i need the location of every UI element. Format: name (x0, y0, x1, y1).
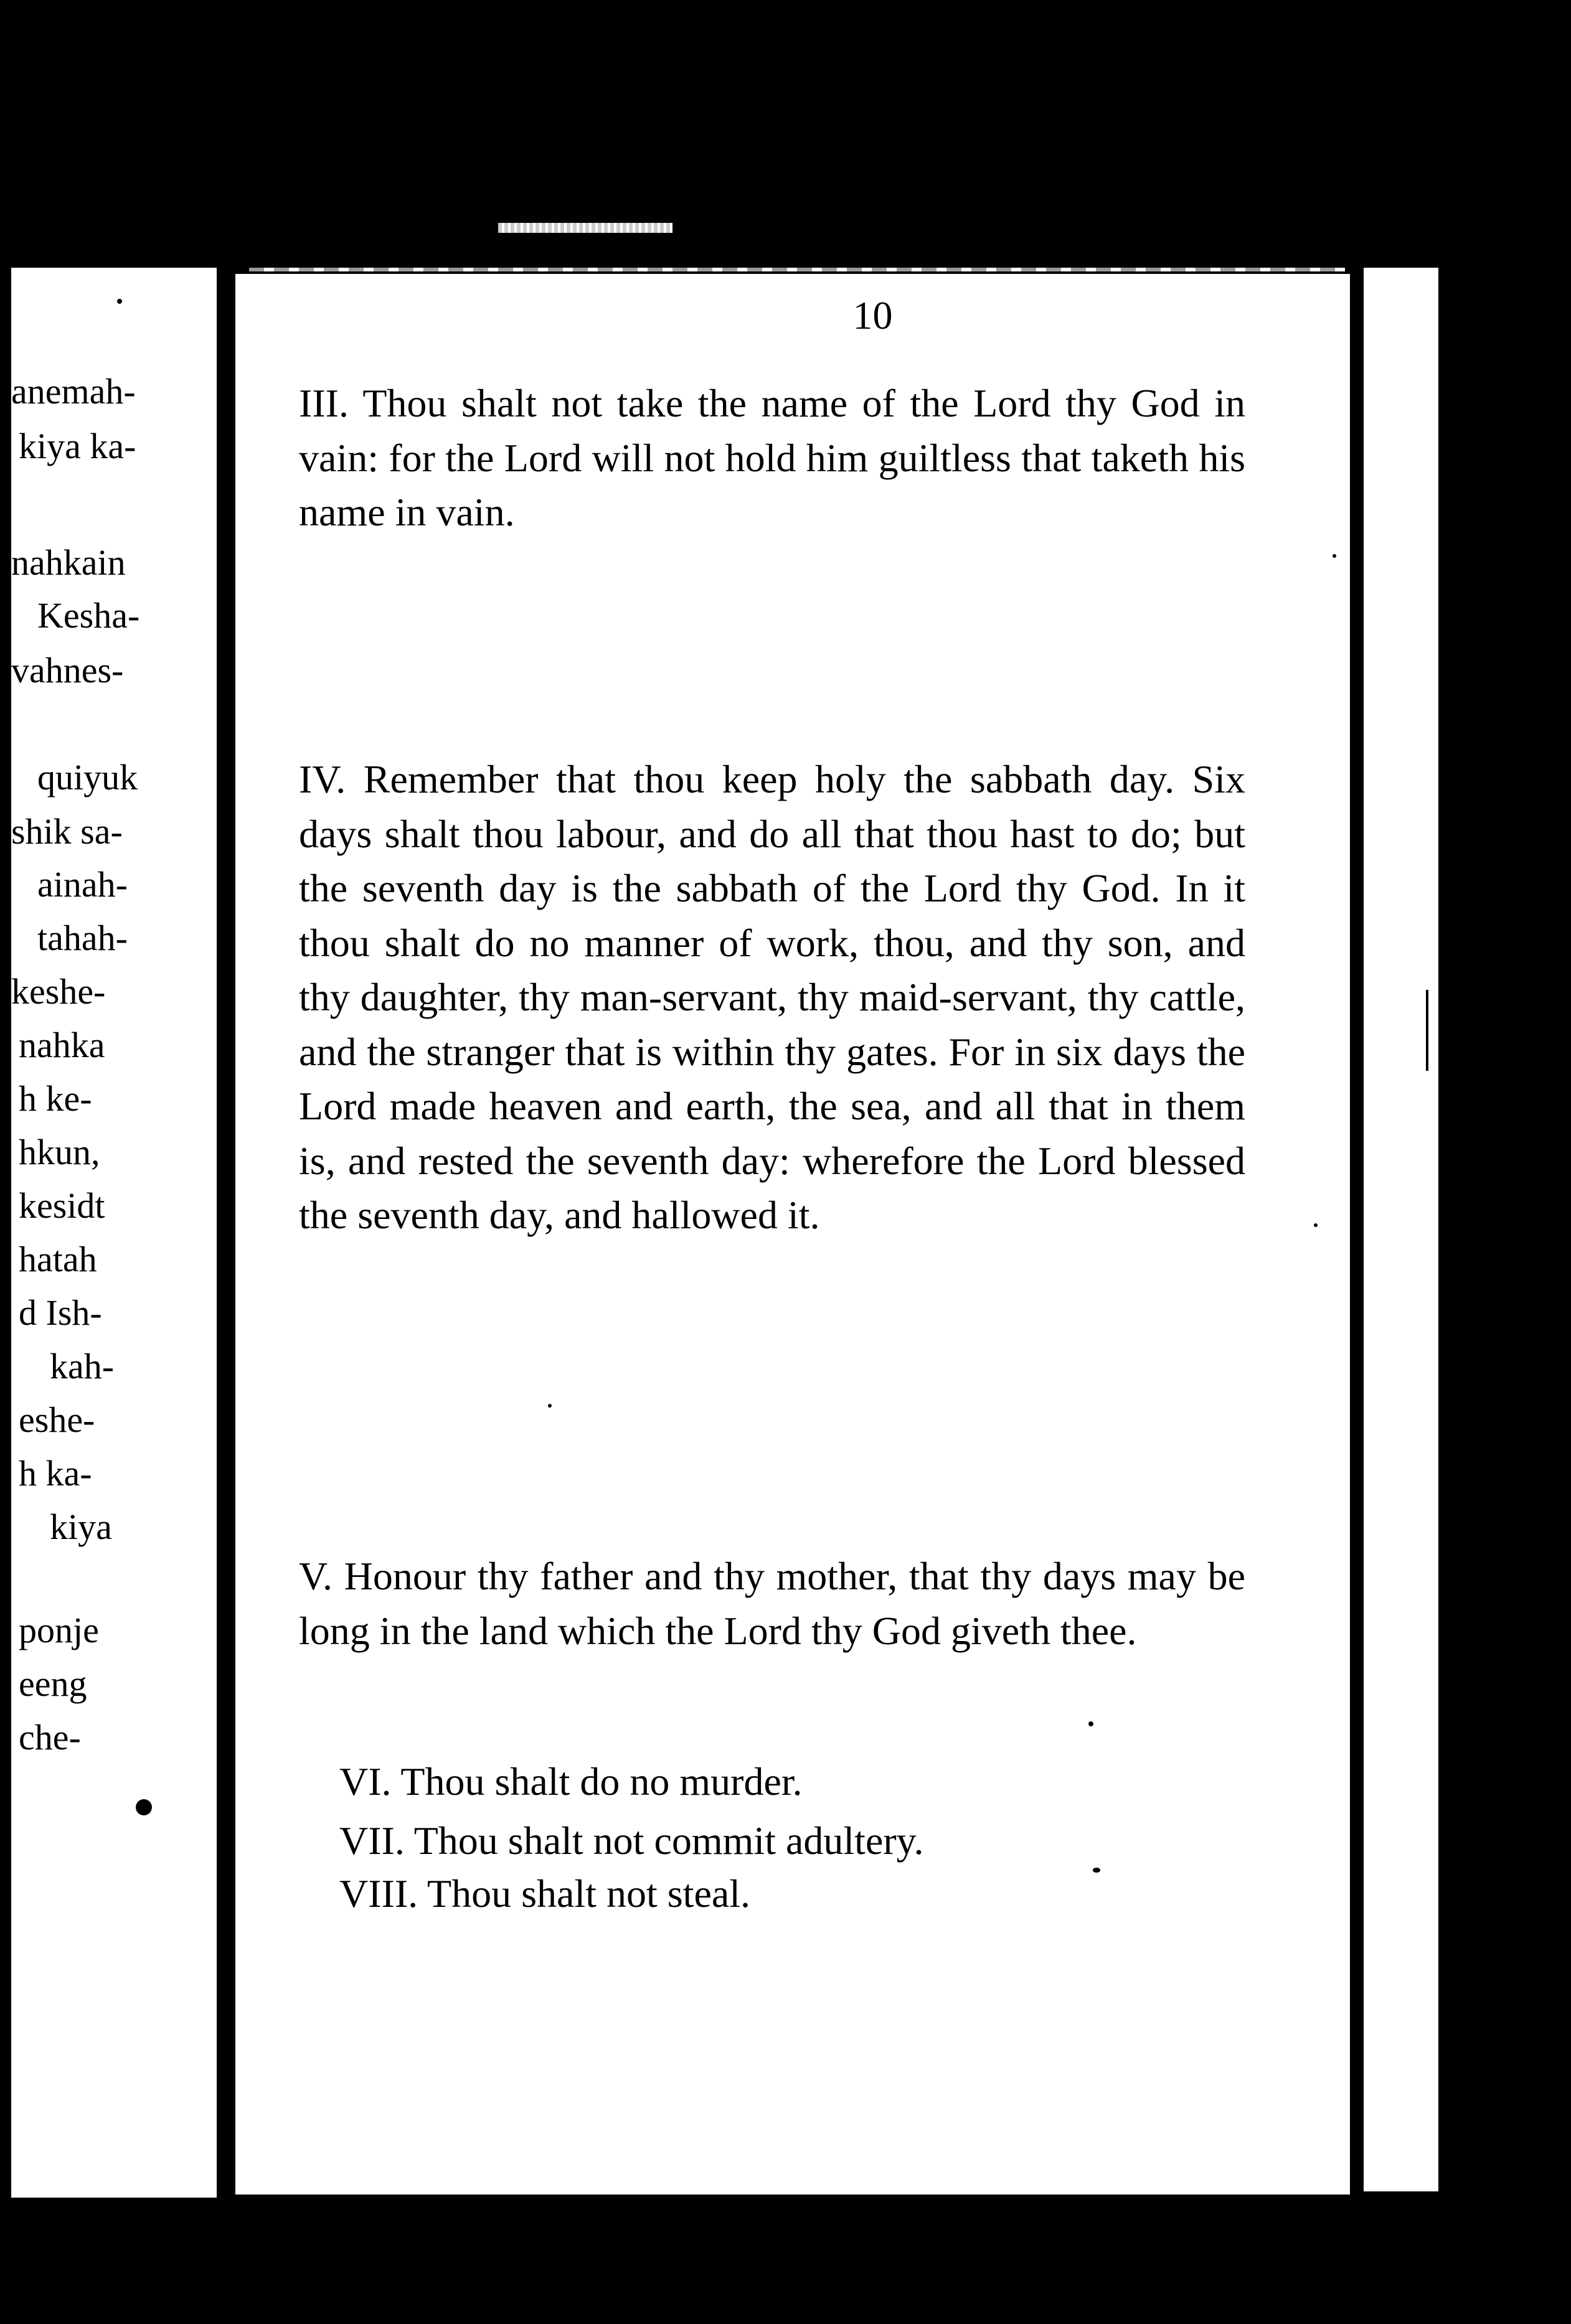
fragment-line: quiyuk (37, 757, 138, 797)
commandment-v: V. Honour thy father and thy mother, that thy days may be long in the land which the Lord thy God giveth thee. (299, 1554, 1245, 1653)
ink-speck (1333, 554, 1336, 558)
fragment-line: tahah- (37, 918, 128, 958)
fragment-line: kah- (50, 1346, 115, 1386)
fragment-line: eeng (19, 1663, 87, 1704)
fragment-line: kiya ka- (19, 426, 136, 466)
fragment-line: keshe- (11, 971, 106, 1012)
fragment-line: ainah- (37, 864, 128, 905)
fragment-line: che- (19, 1717, 81, 1757)
commandment-viii: VIII. Thou shalt not steal. (339, 1871, 751, 1916)
commandment-vii: VII. Thou shalt not commit adultery. (339, 1818, 924, 1863)
fragment-line: kesidt (19, 1185, 105, 1226)
fragment-line: Kesha- (37, 595, 140, 636)
ink-speck (1088, 1721, 1093, 1726)
edge-mark (1426, 990, 1428, 1071)
fragment-line: h ke- (19, 1078, 92, 1119)
fragment-line: hatah (19, 1239, 97, 1279)
fragment-line: nahka (19, 1025, 105, 1065)
ink-speck (1093, 1868, 1100, 1873)
binding-smudge (498, 223, 672, 233)
fragment-line: d Ish- (19, 1292, 102, 1333)
fragment-line: h ka- (19, 1453, 92, 1494)
page-number: 10 (852, 293, 893, 337)
ink-speck (548, 1404, 552, 1408)
fragment-line: kiya (50, 1507, 112, 1547)
ink-speck (1314, 1223, 1318, 1227)
fragment-line: eshe- (19, 1400, 95, 1440)
commandment-vi: VI. Thou shalt do no murder. (339, 1759, 803, 1804)
fragment-line: anemah- (11, 371, 136, 412)
fragment-line: vahnes- (11, 650, 124, 690)
commandment-iii: III. Thou shalt not take the name of the Lord thy God in vain: for the Lord will not hold him guiltless that taketh his name in vain. (299, 381, 1245, 534)
page-edge-strip (1364, 268, 1438, 2191)
facing-page-fragment (11, 268, 217, 2198)
fragment-line: shik sa- (11, 811, 123, 852)
ink-speck (136, 1799, 152, 1815)
page-top-edge (249, 268, 1345, 271)
fragment-line: ponje (19, 1610, 99, 1650)
commandment-iv: IV. Remember that thou keep holy the sabbath day. Six days shalt thou labour, and do all that thou hast to do; but the seventh day is the sabbath of the Lord thy God. In it thou shalt do no manner of work, thou, and thy son, and thy daughter, thy man-servant, thy maid-servant, thy cattle, and the stranger that is within thy gates. For in six days the Lord made heaven and earth, the sea, and all that in them is, and rested the seventh day: wherefore the Lord blessed the seventh day, and hallowed it. (299, 757, 1245, 1237)
fragment-line: hkun, (19, 1132, 100, 1172)
binding-gutter (217, 274, 235, 2198)
fragment-line: nahkain (11, 542, 126, 583)
